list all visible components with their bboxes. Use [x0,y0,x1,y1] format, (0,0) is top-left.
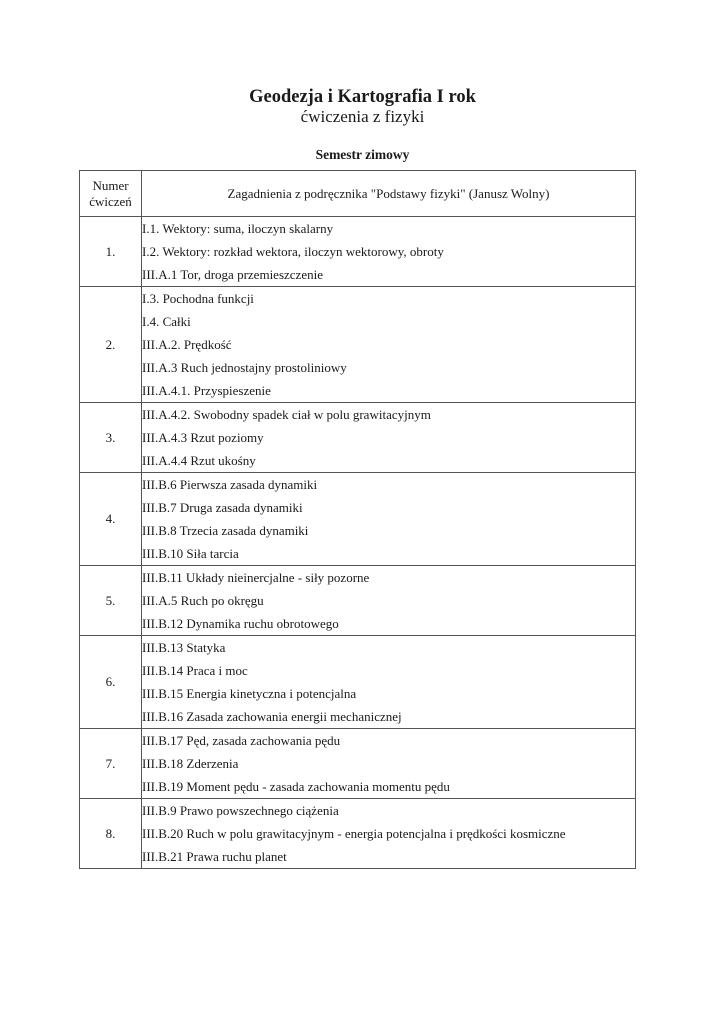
table-row [80,473,636,566]
exercise-number: 1. [80,217,142,287]
exercise-number: 8. [80,799,142,869]
topic-item: III.B.13 Statyka [142,640,226,655]
topic-item: III.B.20 Ruch w polu grawitacyjnym - energia potencjalna i prędkości kosmiczne [142,826,566,841]
table-row [80,217,636,287]
topic-item: III.B.17 Pęd, zasada zachowania pędu [142,733,341,748]
exercise-number: 5. [80,566,142,636]
topic-item: III.B.11 Układy nieinercjalne - siły pozorne [142,570,370,585]
topic-item: III.A.5 Ruch po okręgu [142,593,264,608]
topic-item: III.B.18 Zderzenia [142,756,239,771]
document-subtitle: ćwiczenia z fizyki [300,107,425,126]
column-header-topics: Zagadnienia z podręcznika "Podstawy fizyki" (Janusz Wolny) [142,171,636,217]
table-row [80,636,636,729]
topic-item: III.B.9 Prawo powszechnego ciążenia [142,803,339,818]
topic-item: I.4. Całki [142,314,191,329]
table-row [80,566,636,636]
topic-item: III.A.1 Tor, droga przemieszczenie [142,267,323,282]
column-header-number [80,171,142,217]
topic-item: III.B.6 Pierwsza zasada dynamiki [142,477,318,492]
topic-item: III.A.4.1. Przyspieszenie [142,383,271,398]
exercise-number: 4. [80,473,142,566]
semester-heading: Semestr zimowy [315,147,410,162]
exercise-number: 7. [80,729,142,799]
topic-item: III.B.15 Energia kinetyczna i potencjalna [142,686,357,701]
topic-item: III.B.8 Trzecia zasada dynamiki [142,523,309,538]
column-header-number-line1: Numer [92,177,129,193]
table-row [80,729,636,799]
exercise-topics [142,729,636,799]
exercise-number: 6. [80,636,142,729]
exercise-topics [142,403,636,473]
table-row [80,403,636,473]
topic-item: III.B.7 Druga zasada dynamiki [142,500,303,515]
table-row [80,287,636,403]
topic-item: III.A.4.4 Rzut ukośny [142,453,256,468]
topic-item: III.B.14 Praca i moc [142,663,248,678]
topic-item: III.B.12 Dynamika ruchu obrotowego [142,616,339,631]
exercise-topics [142,636,636,729]
topic-item: I.2. Wektory: rozkład wektora, iloczyn wektorowy, obroty [142,244,444,259]
exercise-topics [142,799,636,869]
exercise-topics [142,566,636,636]
table-row [80,799,636,869]
column-header-number-line2: ćwiczeń [89,193,132,209]
topic-item: III.A.2. Prędkość [142,337,232,352]
topic-item: I.3. Pochodna funkcji [142,291,254,306]
exercise-topics [142,217,636,287]
table-header-row [80,171,636,217]
topic-item: III.A.4.2. Swobodny spadek ciał w polu grawitacyjnym [142,407,431,422]
document-title: Geodezja i Kartografia I rok [249,87,476,107]
exercise-topics [142,473,636,566]
topic-item: III.B.21 Prawa ruchu planet [142,849,287,864]
topic-item: III.B.19 Moment pędu - zasada zachowania momentu pędu [142,779,450,794]
exercise-number: 3. [80,403,142,473]
topic-item: III.A.4.3 Rzut poziomy [142,430,264,445]
topic-item: III.A.3 Ruch jednostajny prostoliniowy [142,360,347,375]
exercise-number: 2. [80,287,142,403]
table-body [80,217,636,869]
exercises-table [79,170,636,869]
topic-item: III.B.16 Zasada zachowania energii mechanicznej [142,709,402,724]
exercise-topics [142,287,636,403]
topic-item: III.B.10 Siła tarcia [142,546,239,561]
topic-item: I.1. Wektory: suma, iloczyn skalarny [142,221,334,236]
